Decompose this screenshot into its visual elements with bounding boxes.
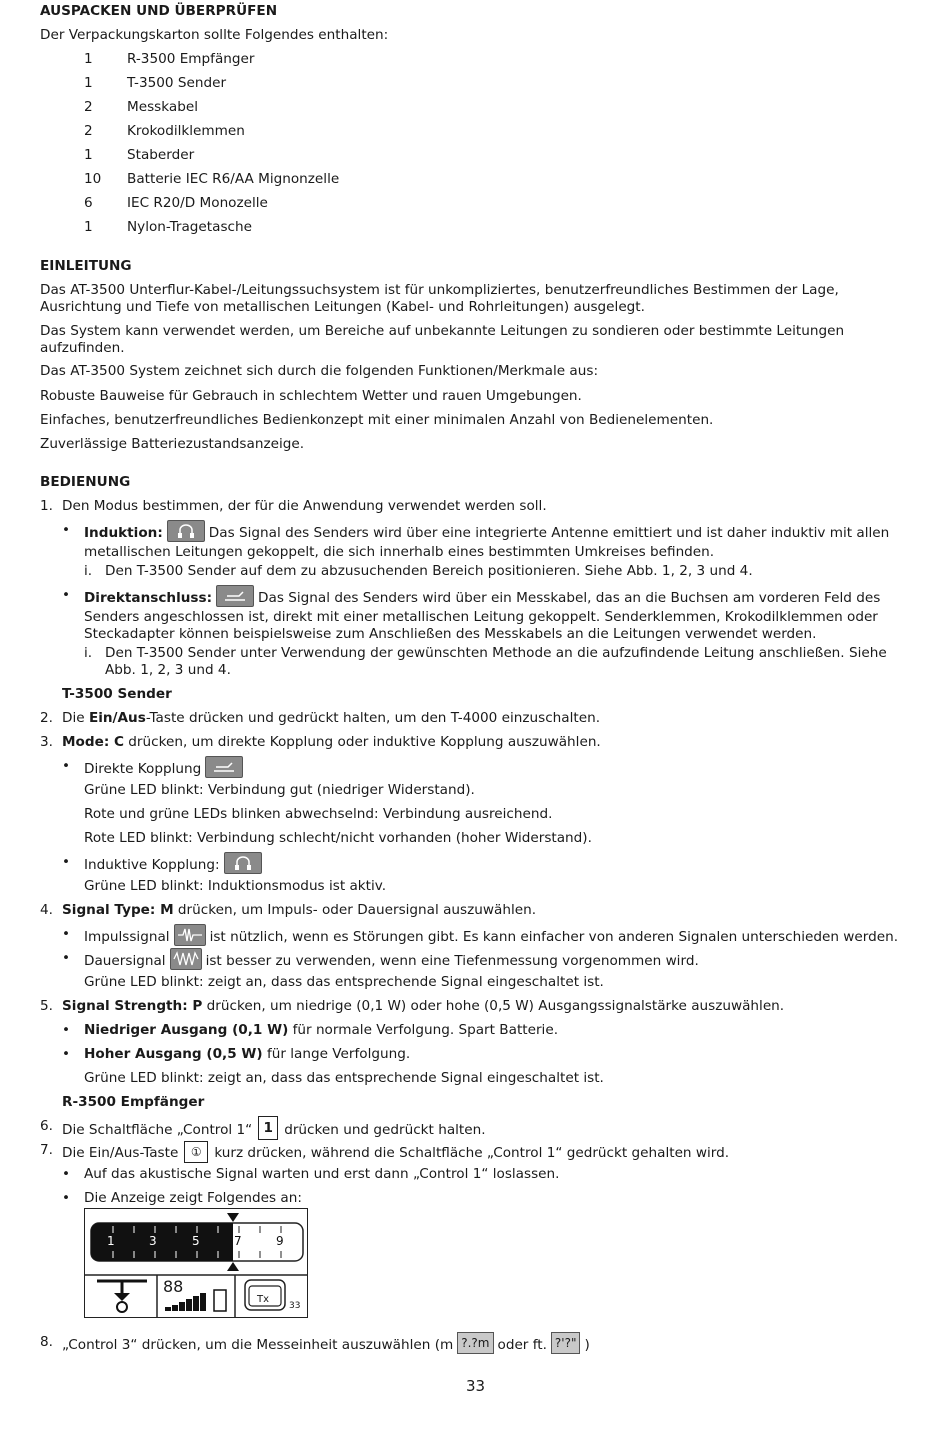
intro-heading: EINLEITUNG [40,258,132,274]
corner-number: 33 [289,1301,301,1311]
item-qty: 2 [84,123,93,139]
page-number: 33 [466,1377,486,1395]
scale-label: 1 [107,1234,115,1248]
on-off-key-label: Ein/Aus [88,710,146,726]
unpack-intro: Der Verpackungskarton sollte Folgendes enthalten: [40,27,389,43]
mode-key-label: Mode: C [62,734,124,750]
high-output-label: Hoher Ausgang (0,5 W) [84,1046,263,1062]
signal-strength-key-label: Signal Strength: P [62,998,203,1014]
tx-label: Tx [257,1294,270,1305]
step-text: Die Ein/Aus-Taste [62,1145,179,1161]
operation-heading: BEDIENUNG [40,474,131,490]
induction-label: Induktion: [84,525,163,541]
step-5 [62,998,784,1015]
step-text: „Control 3“ drücken, um die Messeinheit auszuwählen (m [62,1337,454,1353]
step-text: oder ft. [497,1337,547,1353]
sub-marker: i. [84,645,93,661]
led-text: Grüne LED blinkt: zeigt an, dass das entsprechende Signal eingeschaltet ist. [84,1070,604,1086]
item-qty: 2 [84,99,93,115]
step-3 [62,734,601,751]
low-output-bullet [84,1022,558,1039]
item-qty: 6 [84,195,93,211]
pulse-label: Impulssignal [84,929,170,945]
step-text: drücken, um niedrige (0,1 W) oder hohe (0,5 W) Ausgangssignalstärke auszuwählen. [202,998,785,1014]
step-number: 7. [40,1142,53,1158]
pulse-signal-icon [174,924,206,946]
induction-mode-icon [224,852,262,874]
receiver-display-illustration [84,1208,308,1318]
led-text: Grüne LED blinkt: Induktionsmodus ist aktiv. [84,878,387,894]
step-text: drücken, um direkte Kopplung oder induktive Kopplung auszuwählen. [123,734,601,750]
control-1-key-icon: 1 [258,1116,278,1140]
intro-paragraph: Das System kann verwendet werden, um Bereiche auf unbekannte Leitungen zu sondieren oder bestimmte Leitungen aufzufinden. [40,323,845,356]
item-qty: 1 [84,219,93,235]
scale-label: 5 [192,1234,200,1248]
step-text: Die [62,710,89,726]
step-text: Den Modus bestimmen, der für die Anwendung verwendet werden soll. [62,498,547,514]
direct-coupling-label: Direkte Kopplung [84,761,202,777]
continuous-label: Dauersignal [84,953,166,969]
pulse-text: ist nützlich, wenn es Störungen gibt. Es kann einfacher von anderen Signalen unterschieden werden. [209,929,899,945]
item-name: IEC R20/D Monozelle [127,195,268,211]
high-output-text: für lange Verfolgung. [262,1046,411,1062]
pulse-bullet [84,926,898,948]
lcd-graphic [85,1209,307,1317]
step-text: drücken und gedrückt halten. [284,1122,486,1138]
intro-paragraph: Das AT-3500 Unterflur-Kabel-/Leitungssuchsystem ist für unkompliziertes, benutzerfreundliches Bestimmen der Lage, Ausrichtung und Tiefe von metallischen Leitungen (Kabel- und Rohrleitungen) ausgelegt. [40,282,839,315]
direct-label: Direktanschluss: [84,590,213,606]
item-qty: 1 [84,75,93,91]
item-name: Krokodilklemmen [127,123,245,139]
step-text: drücken, um Impuls- oder Dauersignal auszuwählen. [173,902,537,918]
direct-text: Das Signal des Senders wird über ein Messkabel, das an die Buchsen am vorderen Feld des Senders angeschlossen ist, direkt mit einer metallischen Leitung gekoppelt. Senderklemmen, Krokodilklemmen oder Steckadapter können beispielsweise zum Anschließen des Messkabels an die Leitungen verwendet werden. [84,590,881,642]
scale-label: 7 [234,1234,242,1248]
item-name: Staberder [127,147,195,163]
step-number: 4. [40,902,53,918]
scale-label: 9 [276,1234,284,1248]
intro-paragraph: Einfaches, benutzerfreundliches Bedienkonzept mit einer minimalen Anzahl von Bedienelementen. [40,412,714,428]
step-text: kurz drücken, während die Schaltfläche „Control 1“ gedrückt gehalten wird. [214,1145,730,1161]
transmitter-heading: T-3500 Sender [62,686,172,702]
step-2 [62,710,600,727]
induction-bullet [84,522,914,561]
step-number: 6. [40,1118,53,1134]
low-output-text: für normale Verfolgung. Spart Batterie. [288,1022,559,1038]
item-qty: 10 [84,171,102,187]
item-name: Messkabel [127,99,198,115]
continuous-signal-icon [170,948,202,970]
continuous-text: ist besser zu verwenden, wenn eine Tiefenmessung vorgenommen wird. [205,953,699,969]
power-key-icon: ① [184,1141,208,1163]
receiver-heading: R-3500 Empfänger [62,1094,205,1110]
step-number: 5. [40,998,53,1014]
direct-connection-icon [205,756,243,778]
step-text: Die Schaltfläche „Control 1“ [62,1122,253,1138]
step-7 [62,1142,729,1164]
step-text: -Taste drücken und gedrückt halten, um den T-4000 einzuschalten. [145,710,601,726]
direct-sub: Den T-3500 Sender unter Verwendung der gewünschten Methode an die aufzufindende Leitung anschließen. Siehe Abb. 1, 2, 3 und 4. [105,645,887,678]
direct-connection-icon [216,585,254,607]
unit-meter-icon: ?.?m [457,1332,493,1354]
direct-coupling-bullet [84,758,247,780]
led-text: Rote und grüne LEDs blinken abwechselnd: Verbindung ausreichend. [84,806,553,822]
step-4 [62,902,536,919]
led-text: Grüne LED blinkt: zeigt an, dass das entsprechende Signal eingeschaltet ist. [84,974,604,990]
step-number: 2. [40,710,53,726]
step-number: 3. [40,734,53,750]
direct-bullet [84,587,914,643]
depth-value: 88 [163,1277,184,1296]
intro-paragraph: Robuste Bauweise für Gebrauch in schlechtem Wetter und rauen Umgebungen. [40,388,582,404]
intro-paragraph: Das AT-3500 System zeichnet sich durch die folgenden Funktionen/Merkmale aus: [40,363,599,379]
led-text: Grüne LED blinkt: Verbindung gut (niedriger Widerstand). [84,782,475,798]
step-number: 1. [40,498,53,514]
step-6 [62,1118,486,1142]
step-8 [62,1334,590,1356]
item-name: T-3500 Sender [127,75,227,91]
signal-type-key-label: Signal Type: M [62,902,174,918]
high-output-bullet [84,1046,410,1063]
inductive-coupling-label: Induktive Kopplung: [84,857,220,873]
item-name: Batterie IEC R6/AA Mignonzelle [127,171,340,187]
step-number: 8. [40,1334,53,1350]
step-text: ) [584,1337,590,1353]
inductive-coupling-bullet [84,854,266,876]
sub-marker: i. [84,563,93,579]
sound-bullet: • Auf das akustische Signal warten und erst dann „Control 1“ loslassen. [84,1166,559,1183]
induction-text: Das Signal des Senders wird über eine integrierte Antenne emittiert und ist daher induktiv mit allen metallischen Leitungen gekoppelt, die sich innerhalb eines bestimmten Umkreises befinden. [84,525,890,560]
led-text: Rote LED blinkt: Verbindung schlecht/nicht vorhanden (hoher Widerstand). [84,830,592,846]
item-qty: 1 [84,51,93,67]
scale-label: 3 [149,1234,157,1248]
item-name: Nylon-Tragetasche [127,219,252,235]
item-qty: 1 [84,147,93,163]
continuous-bullet [84,950,699,972]
unpack-heading: AUSPACKEN UND ÜBERPRÜFEN [40,3,278,19]
intro-paragraph: Zuverlässige Batteriezustandsanzeige. [40,436,305,452]
low-output-label: Niedriger Ausgang (0,1 W) [84,1022,289,1038]
unit-feet-icon: ?'?" [551,1332,581,1354]
item-name: R-3500 Empfänger [127,51,255,67]
display-bullet: • Die Anzeige zeigt Folgendes an: [84,1190,302,1207]
induction-mode-icon [167,520,205,542]
induction-sub: Den T-3500 Sender auf dem zu abzusuchenden Bereich positionieren. Siehe Abb. 1, 2, 3 und 4. [105,563,753,579]
